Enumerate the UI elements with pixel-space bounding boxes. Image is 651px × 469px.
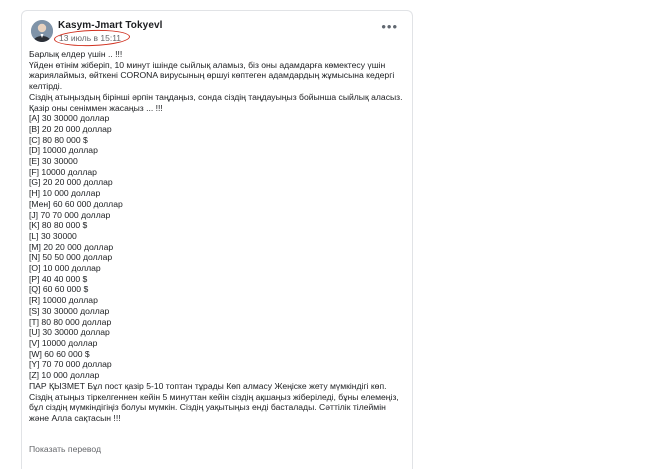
more-options-icon[interactable]: ••• bbox=[381, 19, 398, 34]
prize-list bbox=[29, 113, 405, 381]
prize-list-item: [T] 80 80 000 доллар bbox=[29, 316, 112, 327]
prize-list-item: [C] 80 80 000 $ bbox=[29, 134, 88, 145]
prize-list-item: [N] 50 50 000 доллар bbox=[29, 252, 113, 263]
intro-paragraph: Үйден өтінім жіберіп, 10 минут ішінде сыйлық аламыз, біз оны адамдарға көмектесу үшін жариялаймыз, өйткені CORONA вирусының өршуі көптеген адамдардың жұмысына кедергі келтірді. bbox=[29, 59, 395, 92]
prize-list-item: [M] 20 20 000 доллар bbox=[29, 241, 114, 252]
prize-list-item: [H] 10 000 доллар bbox=[29, 188, 101, 199]
prize-list-item: [A] 30 30000 доллар bbox=[29, 113, 110, 124]
intro-paragraph: Сіздің атыңыздың бірінші әрпін таңдаңыз, сонда сіздің таңдауыңыз бойынша сыйлық аласыз. bbox=[29, 91, 403, 102]
post-timestamp[interactable]: 13 июль в 15:11 bbox=[59, 33, 122, 43]
prize-list-item: [L] 30 30000 bbox=[29, 230, 77, 241]
avatar[interactable] bbox=[31, 20, 53, 42]
author-name[interactable]: Kasym-Jmart Tokyevl bbox=[58, 20, 163, 31]
intro-line: Барлық елдер үшін .. !!! bbox=[29, 49, 123, 59]
prize-list-item: [G] 20 20 000 доллар bbox=[29, 177, 113, 188]
prize-list-item: [F] 10000 доллар bbox=[29, 166, 97, 177]
prize-list-item: [D] 10000 доллар bbox=[29, 145, 98, 156]
prize-list-item: [P] 40 40 000 $ bbox=[29, 273, 88, 284]
prize-list-item: [U] 30 30000 доллар bbox=[29, 327, 110, 338]
intro-line: Қазір оны сеніммен жасаңыз ... !!! bbox=[29, 102, 163, 113]
prize-list-item: [Z] 10 000 доллар bbox=[29, 370, 100, 381]
prize-list-item: [Q] 60 60 000 $ bbox=[29, 284, 89, 295]
prize-list-item: [Y] 70 70 000 доллар bbox=[29, 359, 112, 370]
prize-list-item: [B] 20 20 000 доллар bbox=[29, 123, 112, 134]
post-card bbox=[21, 10, 413, 469]
prize-list-item: [W] 60 60 000 $ bbox=[29, 348, 90, 359]
prize-list-item: [Мен] 60 60 000 доллар bbox=[29, 198, 123, 209]
prize-list-item: [S] 30 30000 доллар bbox=[29, 305, 110, 316]
prize-list-item: [E] 30 30000 bbox=[29, 156, 78, 167]
prize-list-item: [R] 10000 доллар bbox=[29, 295, 98, 306]
prize-list-item: [K] 80 80 000 $ bbox=[29, 220, 88, 231]
prize-list-item: [V] 10000 доллар bbox=[29, 337, 98, 348]
outro-paragraph: ПАР ҚЫЗМЕТ Бұл пост қазір 5-10 топтан тұрады Көп алмасу Жеңіске жету мүмкіндігі көп. Сіздің атыңыз тіркелгеннен кейін 5 минуттан кейін сіздің ақшаңыз жіберіледі, бұны елемеңіз, бұл сіздің мүмкіндігіңіз болуы мүмкін. Сіздің уақытыңыз енді басталады. Сәттілік тілеймін және Алла сақтасын !!! bbox=[29, 380, 399, 423]
post-body bbox=[29, 49, 405, 424]
prize-list-item: [O] 10 000 доллар bbox=[29, 263, 101, 274]
show-translation-link[interactable]: Показать перевод bbox=[29, 444, 101, 454]
prize-list-item: [J] 70 70 000 доллар bbox=[29, 209, 111, 220]
